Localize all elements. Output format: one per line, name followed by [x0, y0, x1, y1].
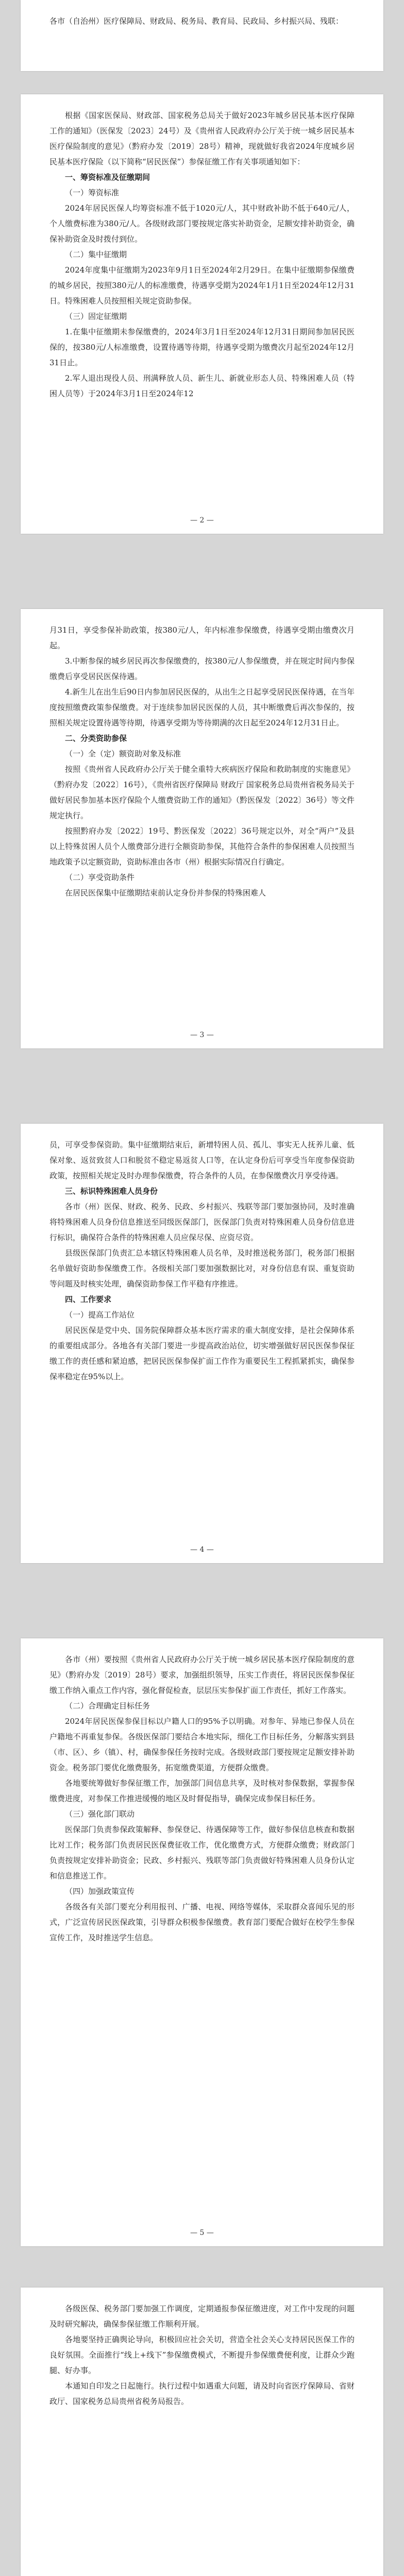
- document-page: [21, 0, 383, 71]
- body-paragraph: 各级各有关部门要充分利用报刊、广播、电视、网络等媒体，采取群众喜闻乐见的形式，广泛宣传居民医保政策，引导群众积极参保缴费。教育部门要配合做好在校学生参保宣传工作，及时推送学生信息。: [49, 1902, 355, 1942]
- document-page: [21, 2287, 383, 2576]
- page-number: — 5 —: [190, 2229, 214, 2237]
- body-paragraph: 各市（州）要按照《贵州省人民政府办公厅关于统一城乡居民基本医疗保险制度的意见》（黔府办发〔2019〕28号）要求，加强组织领导，压实工作责任，将居民医保参保征缴工作纳入重点工作内容，强化督促检查，层层压实参保扩面工作责任，抓好工作落实。: [49, 1655, 355, 1695]
- subsection-heading: （一）筹资标准: [65, 188, 120, 197]
- body-paragraph: 1.在集中征缴期未参保缴费的，2024年3月1日至2024年12月31日期间参加居民医保的，按380元/人标准缴费，设置待遇等待期，待遇享受期为缴费次月起至2024年12月31日止。: [49, 327, 355, 367]
- document-page: [21, 1124, 383, 1563]
- document-page: [21, 94, 383, 534]
- body-paragraph: 医保部门负责参保政策解释、参保登记、待遇保障等工作，做好参保信息核查和数据比对工作；税务部门负责居民医保费征收工作，优化缴费方式，方便群众缴费；财政部门负责按规定安排补助资金；民政、乡村振兴、残联等部门负责做好特殊困难人员身份认定和信息推送工作。: [49, 1825, 355, 1880]
- subsection-heading: （二）享受资助条件: [65, 873, 135, 882]
- body-paragraph: 本通知自印发之日起施行。执行过程中如遇重大问题，请及时向省医疗保障局、省财政厅、国家税务总局贵州省税务局报告。: [49, 2381, 355, 2406]
- body-paragraph: 4.新生儿在出生后90日内参加居民医保的，从出生之日起享受居民医保待遇，在当年度按照缴费政策参保缴费。对于连续参加居民医保的人员，其中断缴费后再次参保的，按照相关规定设置待遇等待期，待遇享受期为等待期满的次日起至2024年12月31日止。: [49, 687, 355, 727]
- subsection-heading: （一）全（定）额资助对象及标准: [65, 749, 181, 758]
- body-paragraph: 县级医保部门负责汇总本辖区特殊困难人员名单，及时推送税务部门，税务部门根据名单做好资助参保缴费工作。各级相关部门要加强数据比对，对身份信息有误、重复资助等问题及时核实处理，确保资助参保工作平稳有序推进。: [49, 1248, 355, 1289]
- page-number: — 3 —: [190, 1031, 214, 1039]
- page-number: — 4 —: [190, 1546, 214, 1554]
- body-paragraph: 根据《国家医保局、财政部、国家税务总局关于做好2023年城乡居民基本医疗保障工作的通知》（医保发〔2023〕24号）及《贵州省人民政府办公厅关于统一城乡居民基本医疗保险制度的意见》（黔府办发〔2019〕28号）精神，现就做好我省2024年度城乡居民基本医疗保险（以下简称“居民医保”）参保征缴工作有关事项通知如下：: [49, 111, 355, 166]
- body-paragraph: 3.中断参保的城乡居民再次参保缴费的，按380元/人参保缴费，并在规定时间内参保缴费后享受居民医保待遇。: [49, 656, 355, 681]
- body-paragraph: 2.军人退出现役人员、刑满释放人员、新生儿、新就业形态人员、特殊困难人员（特困人员等）于2024年3月1日至2024年12: [49, 374, 355, 398]
- document-page: [21, 1638, 383, 2246]
- body-paragraph: 各地要坚持正确舆论导向，积极回应社会关切，营造全社会关心支持居民医保工作的良好氛围。全面推行“线上+线下”参保缴费模式，不断提升参保缴费便利度，让群众少跑腿、好办事。: [49, 2335, 355, 2375]
- body-paragraph: 按照黔府办发〔2022〕19号、黔医保发〔2022〕36号规定以外，对全“两户”及县以上特殊贫困人员个人缴费部分进行全额资助参保，其他符合条件的参保困难人员按照当地政策予以定额资助，资助标准由各市（州）根据实际情况自行确定。: [49, 826, 355, 867]
- subsection-heading: （三）强化部门联动: [65, 1809, 135, 1819]
- page-number: — 2 —: [190, 516, 214, 524]
- body-paragraph: 各市（州）医保、财政、税务、民政、乡村振兴、残联等部门要加强协同，及时准确将特殊困难人员身份信息推送至同级医保部门，医保部门负责对特殊困难人员身份信息进行标识，确保符合条件的特殊困难人员应保尽保、应资尽资。: [49, 1202, 355, 1242]
- body-paragraph: 各市（自治州）医疗保障局、财政局、税务局、教育局、民政局、乡村振兴局、残联：: [49, 16, 344, 26]
- subsection-heading: （四）加强政策宣传: [65, 1887, 135, 1896]
- section-heading: 三、标识特殊困难人员身份: [65, 1187, 158, 1196]
- body-paragraph: 月31日，享受参保补助政策，按380元/人，年内标准参保缴费，待遇享受期由缴费次月起。: [49, 625, 355, 650]
- body-paragraph: 按照《贵州省人民政府办公厅关于健全重特大疾病医疗保险和救助制度的实施意见》（黔府办发〔2022〕16号），《贵州省医疗保障局 财政厅 国家税务总局贵州省税务局关于做好居民参加基本医疗保险个人缴费资助工作的通知》（黔医保发〔2022〕36号）等文件规定执行。: [49, 765, 355, 820]
- section-heading: 一、筹资标准及征缴期间: [65, 173, 150, 182]
- body-paragraph: 在居民医保集中征缴期结束前认定身份并参保的特殊困难人: [65, 888, 266, 897]
- body-paragraph: 居民医保是党中央、国务院保障群众基本医疗需求的重大制度安排，是社会保障体系的重要组成部分。各地各有关部门要进一步提高政治站位，切实增强做好居民医保参保征缴工作的责任感和紧迫感，把居民医保参保扩面工作作为重要民生工程抓紧抓实，确保参保率稳定在95%以上。: [49, 1326, 355, 1381]
- body-paragraph: 2024年居民医保人均筹资标准不低于1020元/人，其中财政补助不低于640元/人，个人缴费标准为380元/人。各级财政部门要按规定落实补助资金，足额安排补助资金，确保补助资金及时拨付到位。: [49, 204, 355, 244]
- body-paragraph: 各地要统筹做好参保征缴工作，加强部门间信息共享，及时核对参保数据，掌握参保缴费进度，对参保工作推进缓慢的地区及时督促指导，确保完成参保目标任务。: [49, 1778, 355, 1803]
- subsection-heading: （二）集中征缴期: [65, 250, 127, 259]
- body-paragraph: 2024年居民医保参保目标以户籍人口的95%予以明确。对参年、异地已参保人员在户籍地不再重复参保。各级医保部门要结合本地实际，细化工作目标任务，分解落实到县（市、区）、乡（镇）、村，确保参保任务按时完成。各级财政部门要按规定足额安排补助资金。税务部门要优化缴费服务，拓宽缴费渠道，方便群众缴费。: [49, 1717, 355, 1772]
- section-heading: 二、分类资助参保: [65, 734, 127, 743]
- body-paragraph: 员，可享受参保资助。集中征缴期结束后，新增特困人员、孤儿、事实无人抚养儿童、低保对象、返贫致贫人口和脱贫不稳定易返贫人口等，在认定身份后可享受当年度参保资助政策，按照相关规定及时办理参保缴费，符合条件的人员，在参保缴费次月享受待遇。: [49, 1140, 355, 1180]
- section-heading: 四、工作要求: [65, 1295, 112, 1304]
- subsection-heading: （一）提高工作站位: [65, 1310, 135, 1319]
- body-paragraph: 各级医保、税务部门要加强工作调度，定期通报参保征缴进度，对工作中发现的问题及时研究解决，确保参保征缴工作顺利开展。: [49, 2304, 355, 2329]
- subsection-heading: （三）固定征缴期: [65, 312, 127, 321]
- body-paragraph: 2024年度集中征缴期为2023年9月1日至2024年2月29日。在集中征缴期参保缴费的城乡居民，按照380元/人的标准缴费，待遇享受期为2024年1月1日至2024年12月31日。特殊困难人员按照相关规定资助参保。: [49, 265, 355, 306]
- document-page: [21, 609, 383, 1048]
- subsection-heading: （二）合理确定目标任务: [65, 1701, 150, 1710]
